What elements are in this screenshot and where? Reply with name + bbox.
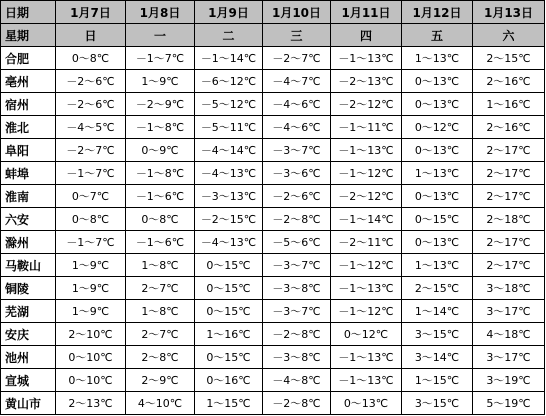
temperature-range-cell: 5～19℃ (473, 392, 545, 415)
temperature-range-cell: 3～17℃ (473, 300, 545, 323)
temperature-range-cell: －1～6℃ (126, 185, 195, 208)
temperature-range-cell: －2～9℃ (126, 93, 195, 116)
date-header-row (1, 1, 545, 24)
temperature-range-cell: 0～15℃ (195, 300, 263, 323)
temperature-range-cell: 2～7℃ (126, 277, 195, 300)
city-name-cell: 宣城 (1, 369, 56, 392)
temperature-range-cell: 3～15℃ (402, 323, 473, 346)
temperature-range-cell: 0～13℃ (402, 231, 473, 254)
temperature-range-cell: 3～18℃ (473, 277, 545, 300)
temperature-range-cell: －1～14℃ (331, 208, 402, 231)
temperature-range-cell: －3～7℃ (263, 254, 331, 277)
city-row (1, 139, 545, 162)
temperature-range-cell: 0～13℃ (402, 185, 473, 208)
temperature-range-cell: 1～9℃ (56, 254, 126, 277)
temperature-range-cell: －3～13℃ (195, 185, 263, 208)
temperature-range-cell: －2～8℃ (263, 208, 331, 231)
weekday-header-row (1, 24, 545, 47)
city-row (1, 185, 545, 208)
temperature-range-cell: －1～12℃ (331, 162, 402, 185)
temperature-range-cell: －2～6℃ (263, 185, 331, 208)
temperature-range-cell: －1～11℃ (331, 116, 402, 139)
temperature-range-cell: －1～6℃ (126, 231, 195, 254)
temperature-range-cell: －2～7℃ (56, 139, 126, 162)
temperature-range-cell: －2～12℃ (331, 185, 402, 208)
city-name-cell: 合肥 (1, 47, 56, 70)
city-row (1, 162, 545, 185)
temperature-range-cell: 0～8℃ (56, 208, 126, 231)
temperature-range-cell: 2～15℃ (402, 277, 473, 300)
city-name-cell: 淮北 (1, 116, 56, 139)
temperature-range-cell: 2～17℃ (473, 162, 545, 185)
city-row (1, 369, 545, 392)
temperature-range-cell: 0～7℃ (56, 185, 126, 208)
temperature-range-cell: 0～13℃ (331, 392, 402, 415)
temperature-range-cell: 1～13℃ (402, 162, 473, 185)
temperature-range-cell: 0～15℃ (195, 277, 263, 300)
weekday-header-cell: 日 (56, 24, 126, 47)
weekday-header-cell: 二 (195, 24, 263, 47)
city-row (1, 300, 545, 323)
temperature-range-cell: 0～15℃ (195, 346, 263, 369)
temperature-range-cell: －1～7℃ (126, 47, 195, 70)
city-row (1, 392, 545, 415)
temperature-range-cell: －1～7℃ (56, 162, 126, 185)
city-row (1, 208, 545, 231)
city-name-cell: 铜陵 (1, 277, 56, 300)
temperature-range-cell: －5～12℃ (195, 93, 263, 116)
temperature-range-cell: 2～16℃ (473, 70, 545, 93)
temperature-range-cell: 3～19℃ (473, 369, 545, 392)
temperature-range-cell: 2～17℃ (473, 139, 545, 162)
temperature-range-cell: 1～9℃ (126, 70, 195, 93)
temperature-range-cell: －1～13℃ (331, 277, 402, 300)
temperature-range-cell: 0～15℃ (402, 208, 473, 231)
temperature-range-cell: 1～15℃ (402, 369, 473, 392)
temperature-range-cell: －2～11℃ (331, 231, 402, 254)
temperature-range-cell: －1～13℃ (331, 346, 402, 369)
temperature-range-cell: －4～6℃ (263, 116, 331, 139)
temperature-range-cell: 2～7℃ (126, 323, 195, 346)
temperature-range-cell: －4～7℃ (263, 70, 331, 93)
temperature-range-cell: －3～8℃ (263, 277, 331, 300)
temperature-range-cell: －1～13℃ (331, 47, 402, 70)
temperature-range-cell: －1～8℃ (126, 116, 195, 139)
temperature-range-cell: 0～13℃ (402, 70, 473, 93)
date-header-cell: 1月10日 (263, 1, 331, 24)
temperature-range-cell: 3～14℃ (402, 346, 473, 369)
temperature-range-cell: 0～10℃ (56, 346, 126, 369)
temperature-range-cell: －4～13℃ (195, 231, 263, 254)
city-row (1, 116, 545, 139)
city-name-cell: 芜湖 (1, 300, 56, 323)
temperature-range-cell: －2～6℃ (56, 93, 126, 116)
city-name-cell: 亳州 (1, 70, 56, 93)
temperature-range-cell: －3～8℃ (263, 346, 331, 369)
temperature-range-cell: －3～7℃ (263, 139, 331, 162)
city-row (1, 47, 545, 70)
city-name-cell: 蚌埠 (1, 162, 56, 185)
temperature-range-cell: －1～8℃ (126, 162, 195, 185)
temperature-range-cell: 4～18℃ (473, 323, 545, 346)
temperature-range-cell: 1～13℃ (402, 254, 473, 277)
temperature-range-cell: 1～9℃ (56, 277, 126, 300)
temperature-range-cell: 2～17℃ (473, 231, 545, 254)
temperature-range-cell: 1～16℃ (473, 93, 545, 116)
temperature-range-cell: －6～12℃ (195, 70, 263, 93)
temperature-range-cell: －2～6℃ (56, 70, 126, 93)
city-row (1, 231, 545, 254)
city-name-cell: 黄山市 (1, 392, 56, 415)
city-row (1, 254, 545, 277)
temperature-range-cell: －4～13℃ (195, 162, 263, 185)
city-name-cell: 马鞍山 (1, 254, 56, 277)
temperature-range-cell: 0～16℃ (195, 369, 263, 392)
city-name-cell: 六安 (1, 208, 56, 231)
weekday-header-cell: 六 (473, 24, 545, 47)
temperature-range-cell: 0～13℃ (402, 93, 473, 116)
temperature-range-cell: 3～15℃ (402, 392, 473, 415)
temperature-range-cell: 1～9℃ (56, 300, 126, 323)
temperature-range-cell: －2～15℃ (195, 208, 263, 231)
temperature-range-cell: 0～15℃ (195, 254, 263, 277)
temperature-range-cell: 0～10℃ (56, 369, 126, 392)
date-header-cell: 1月13日 (473, 1, 545, 24)
temperature-range-cell: －4～6℃ (263, 93, 331, 116)
city-row (1, 277, 545, 300)
temperature-range-cell: 1～14℃ (402, 300, 473, 323)
temperature-range-cell: 2～10℃ (56, 323, 126, 346)
temperature-range-cell: －3～7℃ (263, 300, 331, 323)
temperature-range-cell: 2～17℃ (473, 185, 545, 208)
temperature-range-cell: 2～17℃ (473, 254, 545, 277)
city-row (1, 70, 545, 93)
city-name-cell: 阜阳 (1, 139, 56, 162)
date-label: 日期 (1, 1, 56, 24)
temperature-range-cell: 1～8℃ (126, 254, 195, 277)
temperature-range-cell: －1～13℃ (331, 369, 402, 392)
weekday-label: 星期 (1, 24, 56, 47)
temperature-range-cell: 2～9℃ (126, 369, 195, 392)
weekday-header-cell: 四 (331, 24, 402, 47)
date-header-cell: 1月8日 (126, 1, 195, 24)
temperature-range-cell: 0～8℃ (126, 208, 195, 231)
table-body (1, 1, 545, 415)
temperature-range-cell: －2～7℃ (263, 47, 331, 70)
temperature-range-cell: －2～13℃ (331, 70, 402, 93)
temperature-range-cell: －1～7℃ (56, 231, 126, 254)
temperature-range-cell: －5～6℃ (263, 231, 331, 254)
city-name-cell: 宿州 (1, 93, 56, 116)
city-name-cell: 淮南 (1, 185, 56, 208)
temperature-range-cell: 1～13℃ (402, 47, 473, 70)
temperature-range-cell: 1～15℃ (195, 392, 263, 415)
temperature-range-cell: －4～8℃ (263, 369, 331, 392)
temperature-range-cell: －2～8℃ (263, 392, 331, 415)
temperature-range-cell: －1～14℃ (195, 47, 263, 70)
temperature-range-cell: －1～12℃ (331, 254, 402, 277)
weekday-header-cell: 一 (126, 24, 195, 47)
temperature-range-cell: 4～10℃ (126, 392, 195, 415)
temperature-range-cell: －2～8℃ (263, 323, 331, 346)
temperature-range-cell: 2～13℃ (56, 392, 126, 415)
temperature-range-cell: －4～5℃ (56, 116, 126, 139)
city-name-cell: 池州 (1, 346, 56, 369)
temperature-range-cell: 0～8℃ (56, 47, 126, 70)
temperature-range-cell: 0～9℃ (126, 139, 195, 162)
date-header-cell: 1月7日 (56, 1, 126, 24)
temperature-range-cell: 0～12℃ (331, 323, 402, 346)
temperature-range-cell: 2～16℃ (473, 116, 545, 139)
temperature-range-cell: －1～13℃ (331, 139, 402, 162)
city-row (1, 323, 545, 346)
temperature-range-cell: 2～18℃ (473, 208, 545, 231)
temperature-range-cell: －2～12℃ (331, 93, 402, 116)
date-header-cell: 1月11日 (331, 1, 402, 24)
temperature-range-cell: －3～6℃ (263, 162, 331, 185)
temperature-range-cell: 3～17℃ (473, 346, 545, 369)
weekday-header-cell: 三 (263, 24, 331, 47)
temperature-range-cell: 0～13℃ (402, 139, 473, 162)
city-row (1, 346, 545, 369)
temperature-range-cell: 0～12℃ (402, 116, 473, 139)
date-header-cell: 1月12日 (402, 1, 473, 24)
date-header-cell: 1月9日 (195, 1, 263, 24)
city-row (1, 93, 545, 116)
temperature-range-cell: 2～15℃ (473, 47, 545, 70)
city-name-cell: 安庆 (1, 323, 56, 346)
temperature-range-cell: －4～14℃ (195, 139, 263, 162)
temperature-range-cell: 1～8℃ (126, 300, 195, 323)
temperature-range-cell: 1～16℃ (195, 323, 263, 346)
temperature-range-cell: －1～12℃ (331, 300, 402, 323)
weekday-header-cell: 五 (402, 24, 473, 47)
temperature-range-cell: 2～8℃ (126, 346, 195, 369)
city-name-cell: 滁州 (1, 231, 56, 254)
temperature-range-cell: －5～11℃ (195, 116, 263, 139)
